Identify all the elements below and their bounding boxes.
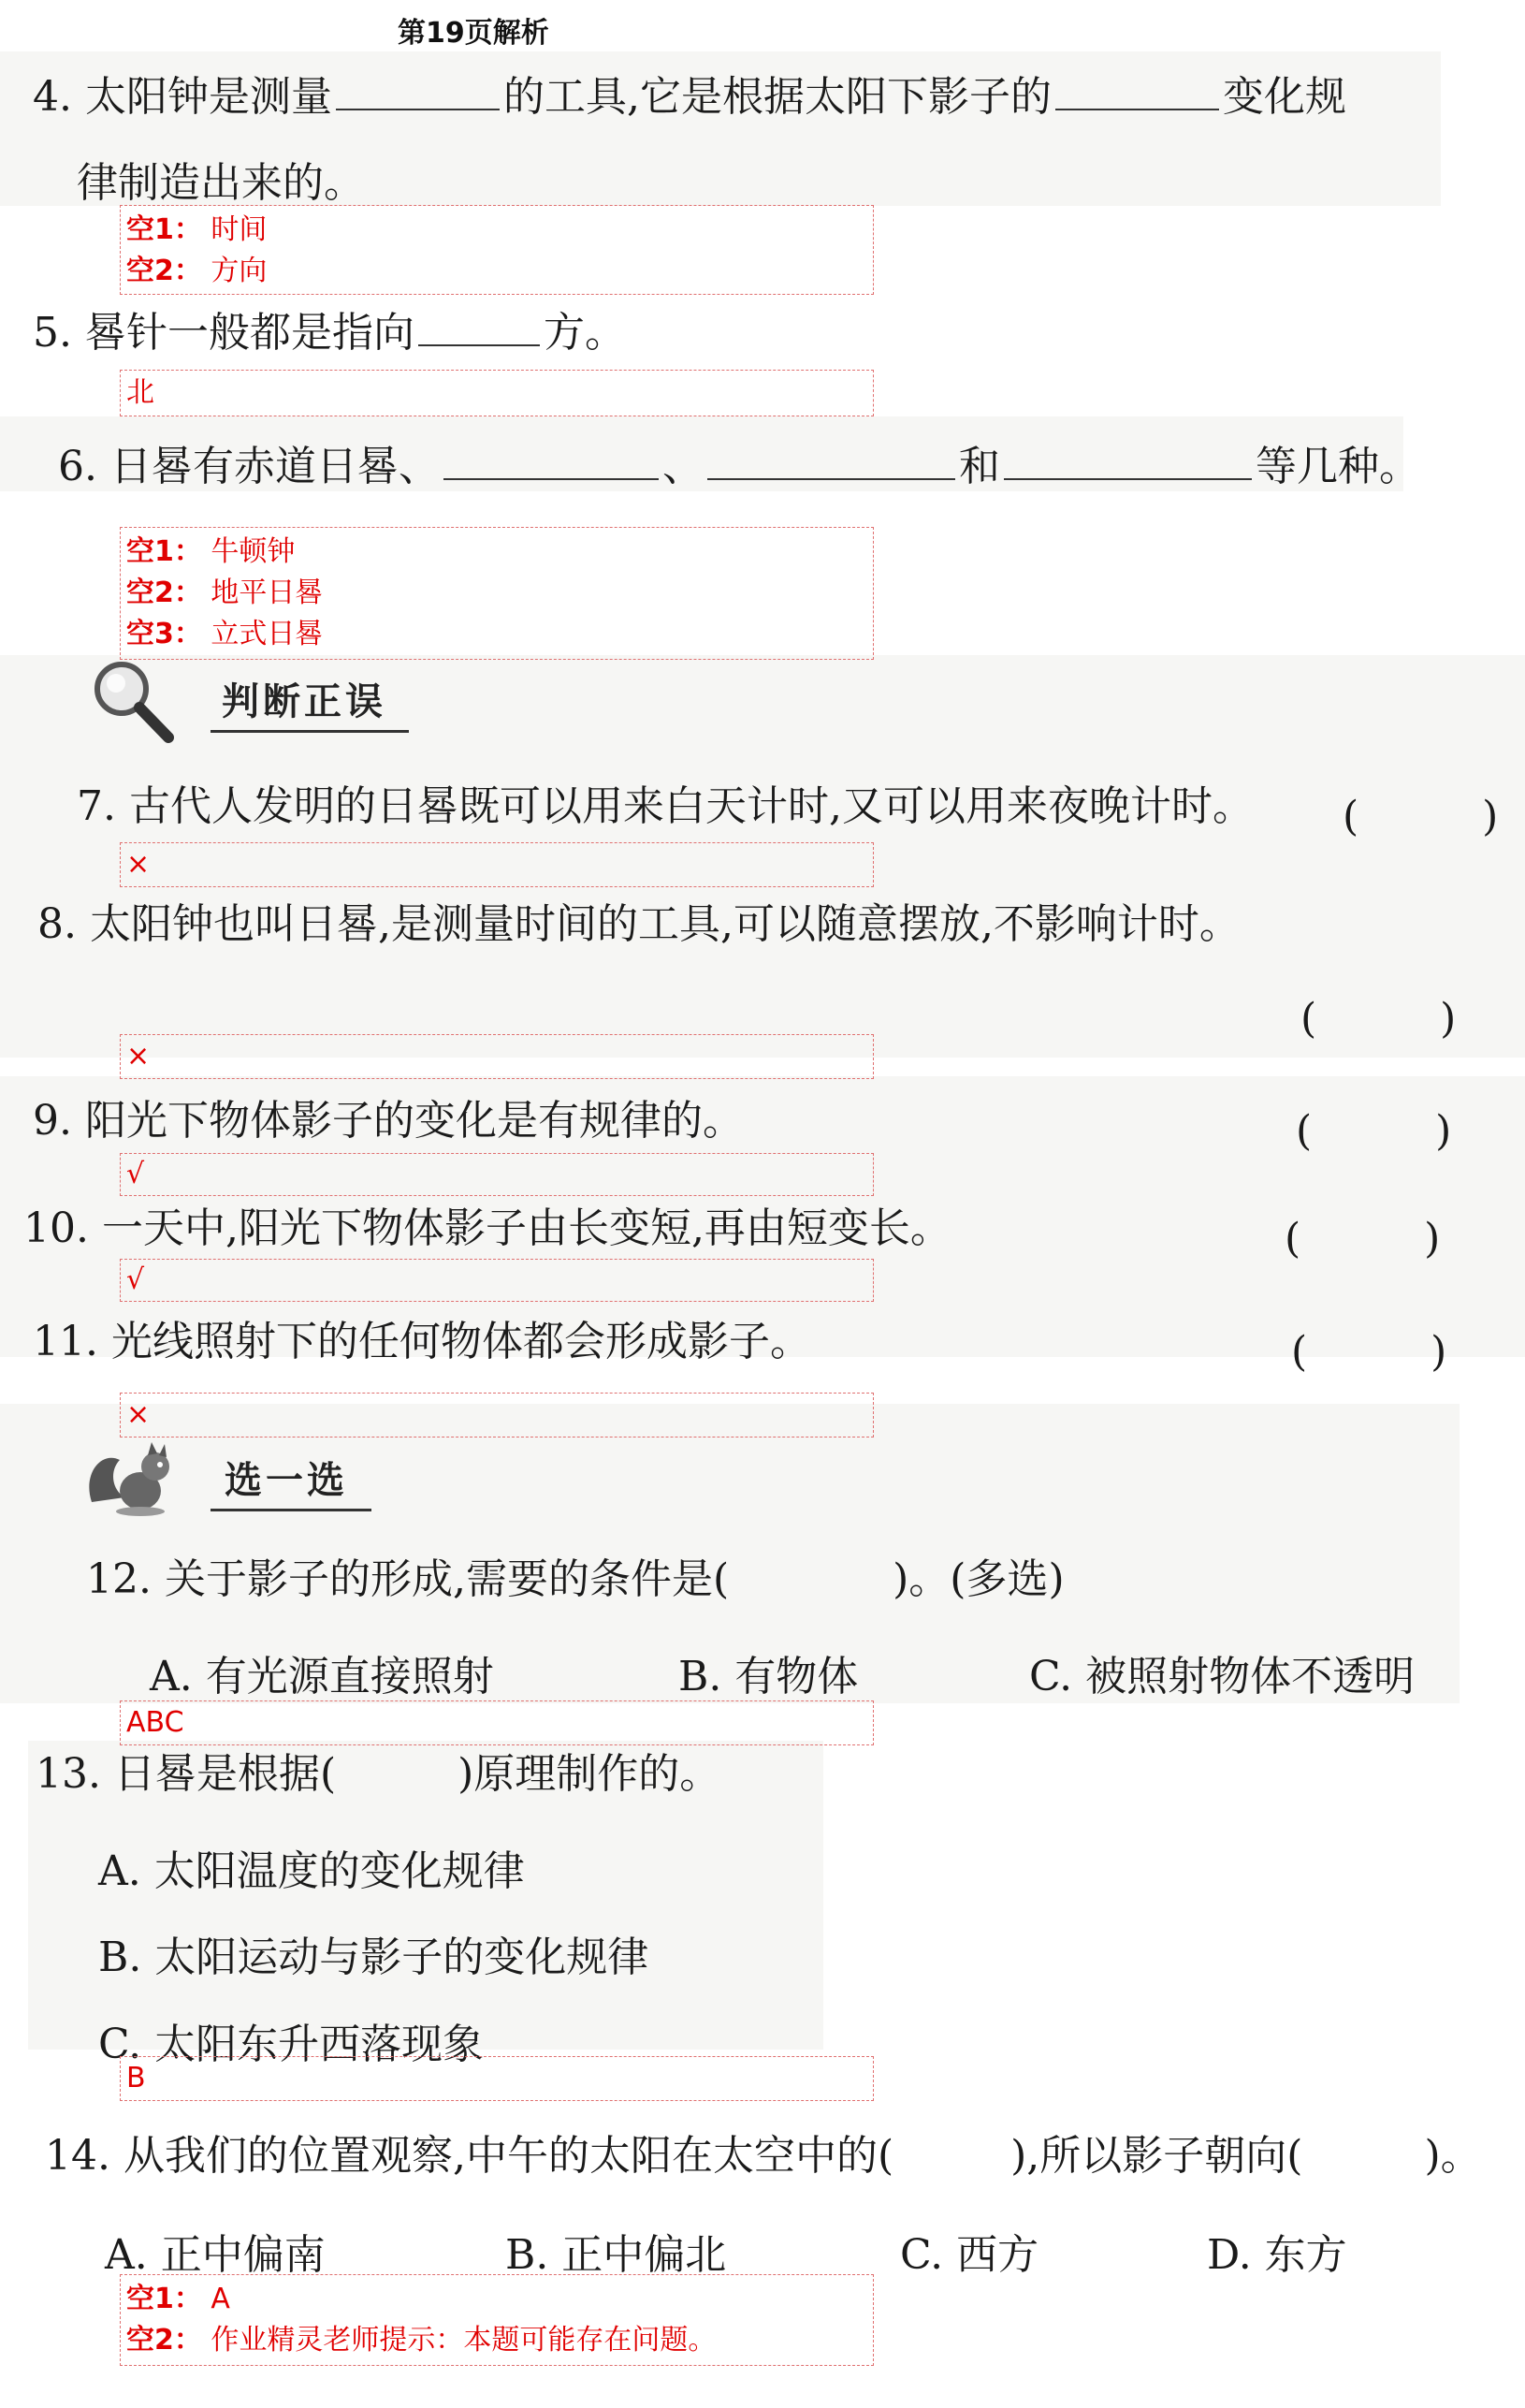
question-12: 12. 关于影子的形成,需要的条件是( )。(多选) (86, 1555, 1065, 1603)
page-title: 第19页解析 (398, 17, 549, 50)
question-7: 7. 古代人发明的日晷既可以用来白天计时,又可以用来夜晚计时。 (77, 782, 1254, 830)
option-c: C. 西方 (900, 2231, 1039, 2279)
option-a: A. 正中偏南 (105, 2231, 326, 2279)
answer-paren: ( ) (1291, 1328, 1447, 1376)
question-text: 变化规 (1222, 73, 1346, 121)
answer-box-q5: 北 (120, 370, 874, 416)
option-c: C. 被照射物体不透明 (1029, 1653, 1416, 1700)
section-title-choose: 选一选 (225, 1459, 348, 1502)
answer-blank (418, 343, 540, 346)
answer-line: 空2： 方向 (126, 255, 268, 287)
answer-box-q4 (120, 205, 874, 295)
question-text: 的工具,它是根据太阳下影子的 (502, 73, 1052, 121)
section-title-judge: 判断正误 (222, 680, 386, 723)
answer-line: 空1： 牛顿钟 (126, 535, 296, 568)
question-8: 8. 太阳钟也叫日晷,是测量时间的工具,可以随意摆放,不影响计时。 (37, 900, 1241, 948)
question-14: 14. 从我们的位置观察,中午的太阳在太空中的( ),所以影子朝向( )。 (45, 2132, 1482, 2180)
option-c: C. 太阳东升西落现象 (98, 2021, 485, 2068)
answer-line: 空2： 作业精灵老师提示：本题可能存在问题。 (126, 2324, 717, 2357)
squirrel-icon (82, 1437, 181, 1521)
answer-line: 空1： 时间 (126, 213, 268, 246)
section-underline (211, 1509, 371, 1511)
question-11: 11. 光线照射下的任何物体都会形成影子。 (33, 1318, 811, 1365)
option-b: B. 太阳运动与影子的变化规律 (98, 1934, 649, 1981)
option-b: B. 有物体 (678, 1653, 859, 1700)
option-d: D. 东方 (1207, 2231, 1347, 2279)
magnifier-icon (86, 655, 180, 749)
question-4-line2: 律制造出来的。 (77, 159, 365, 207)
answer-paren: ( ) (1296, 1107, 1452, 1155)
answer-box-q12: ABC (120, 1700, 874, 1745)
question-5: 5. 晷针一般都是指向 方。 (33, 309, 626, 357)
answer-box-q8: × (120, 1034, 874, 1079)
answer-line: 空3： 立式日晷 (126, 618, 324, 650)
answer-blank (707, 477, 955, 480)
question-10: 10. 一天中,阳光下物体影子由长变短,再由短变长。 (23, 1204, 951, 1252)
question-9: 9. 阳光下物体影子的变化是有规律的。 (33, 1097, 744, 1145)
answer-box-q6 (120, 527, 874, 660)
answer-box-q7: × (120, 842, 874, 887)
option-a: A. 太阳温度的变化规律 (98, 1847, 525, 1895)
answer-blank (443, 477, 659, 480)
answer-line: 空1： A (126, 2283, 230, 2315)
option-a: A. 有光源直接照射 (150, 1653, 494, 1700)
answer-box-q13: B (120, 2056, 874, 2101)
answer-blank (1055, 108, 1219, 110)
answer-blank (1004, 477, 1252, 480)
answer-box-q14 (120, 2274, 874, 2366)
answer-box-q9: √ (120, 1153, 874, 1196)
question-13: 13. 日晷是根据( )原理制作的。 (36, 1750, 721, 1798)
question-4-line1 (33, 73, 1346, 123)
question-6: 6. 日晷有赤道日晷、 、 和 等几种。 (58, 443, 1420, 490)
answer-blank (336, 108, 500, 110)
answer-paren: ( ) (1285, 1215, 1441, 1262)
question-text: 4. 太阳钟是测量 (33, 73, 332, 121)
option-b: B. 正中偏北 (505, 2231, 727, 2279)
answer-box-q11: × (120, 1393, 874, 1438)
answer-line: 空2： 地平日晷 (126, 576, 324, 609)
answer-paren: ( ) (1300, 995, 1457, 1043)
section-underline (211, 730, 409, 733)
answer-box-q10: √ (120, 1259, 874, 1302)
answer-paren: ( ) (1343, 793, 1499, 840)
